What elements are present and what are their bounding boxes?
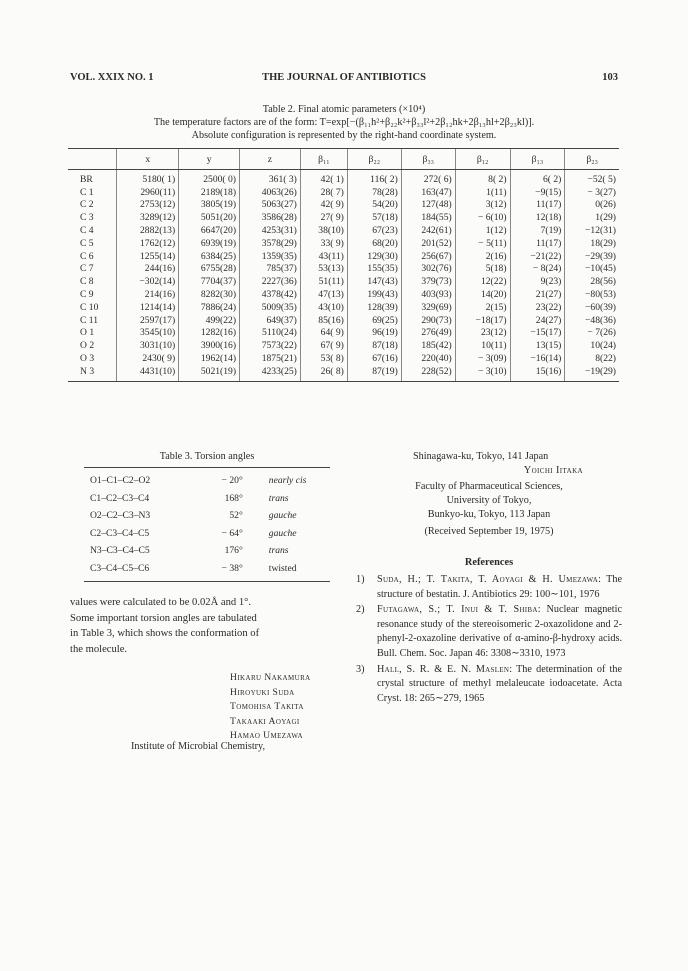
torsion-value: 52° <box>229 510 243 522</box>
table-cell: 1282(16) <box>179 327 240 340</box>
table-cell: 3545(10) <box>117 327 179 340</box>
reference-authors: Futagawa, S.; T. Inui & T. Shiba <box>377 604 538 616</box>
table-cell: 147(43) <box>347 275 401 288</box>
references-heading: References <box>464 557 514 568</box>
table-cell: 6( 2) <box>510 170 565 186</box>
table-cell: 7886(24) <box>179 301 240 314</box>
table-row <box>68 224 619 237</box>
table-cell: 96(19) <box>347 327 401 340</box>
table-cell: 64( 9) <box>300 327 347 340</box>
reference-authors: Suda, H.; T. Takita, T. Aoyagi & H. Umezawa <box>377 574 599 585</box>
table-cell: 3578(29) <box>240 237 301 250</box>
atom-label: C 4 <box>80 225 94 237</box>
table-cell: −302(14) <box>117 275 179 288</box>
table-cell: 85(16) <box>300 314 347 327</box>
table-cell: 53( 8) <box>300 352 347 365</box>
table-cell: 53(13) <box>300 263 347 276</box>
table-cell: 5051(20) <box>179 211 240 224</box>
paragraph-line: in Table 3, which shows the conformation of <box>70 628 260 639</box>
table-cell: 116( 2) <box>347 170 401 186</box>
table-cell: 8(22) <box>565 352 619 365</box>
table-cell: 78(28) <box>347 186 401 199</box>
atom-label: C 7 <box>80 263 94 275</box>
table-row <box>68 263 619 276</box>
table-cell: 244(16) <box>117 263 179 276</box>
table-cell: 18(29) <box>565 237 619 250</box>
table-cell: 4431(10) <box>117 365 179 381</box>
table-row <box>84 490 330 508</box>
reference-number: 2) <box>356 604 365 616</box>
column-header: z <box>240 149 301 170</box>
table-cell: 1875(21) <box>240 352 301 365</box>
column-header: β₁₃ <box>510 149 565 170</box>
body-paragraph <box>70 595 332 657</box>
table-cell: 361( 3) <box>240 170 301 186</box>
table-cell: −52( 5) <box>565 170 619 186</box>
table-cell: 1214(14) <box>117 301 179 314</box>
table-cell: 3805(19) <box>179 199 240 212</box>
torsion-description: nearly cis <box>268 475 307 487</box>
table-cell: 87(18) <box>347 339 401 352</box>
torsion-angles-table <box>84 467 330 582</box>
table-cell: 0(26) <box>565 199 619 212</box>
table-cell: 220(40) <box>401 352 455 365</box>
table-cell: 276(49) <box>401 327 455 340</box>
table-cell: 42( 1) <box>300 170 347 186</box>
table-cell: 23(12) <box>455 327 510 340</box>
reference-text: : Nuclear magnetic resonance study of the stereoisomeric 2-oxazolidone and 2-phenyl-2-oxazoline derivative of α-amino-β-hydroxy acids. Bull. Chem. Soc. Japan 46: 3308∼3310, 1973 <box>377 604 622 659</box>
table-row <box>68 339 619 352</box>
table-cell: 2597(17) <box>117 314 179 327</box>
table-cell: 256(67) <box>401 250 455 263</box>
table-cell: 42( 9) <box>300 199 347 212</box>
table-cell: 129(30) <box>347 250 401 263</box>
reference-text: : The determination of the crystal structure of methyl melaleucate iodoacetate. Acta Cryst. 18: 265∼279, 1965 <box>377 663 622 704</box>
column-header: y <box>179 149 240 170</box>
atom-label: C 11 <box>80 314 99 326</box>
torsion-description: gauche <box>268 527 297 539</box>
torsion-value: − 20° <box>221 475 243 487</box>
table-cell: 67(23) <box>347 224 401 237</box>
table-cell: 5021(19) <box>179 365 240 381</box>
table-row <box>84 525 330 543</box>
table-cell: 185(42) <box>401 339 455 352</box>
table-cell: 28( 7) <box>300 186 347 199</box>
column-header: β₁₁ <box>300 149 347 170</box>
table-cell: −48(36) <box>565 314 619 327</box>
table-cell: −16(14) <box>510 352 565 365</box>
table-cell: 5180( 1) <box>117 170 179 186</box>
table-cell: −29(39) <box>565 250 619 263</box>
table-cell: 38(10) <box>300 224 347 237</box>
table-cell: 3(12) <box>455 199 510 212</box>
table-row <box>68 314 619 327</box>
table-cell: 163(47) <box>401 186 455 199</box>
column-header: β₂₂ <box>347 149 401 170</box>
atom-label: C 8 <box>80 276 94 288</box>
table-row <box>68 250 619 263</box>
table-cell: 7704(37) <box>179 275 240 288</box>
table-cell: −12(31) <box>565 224 619 237</box>
reference-number: 3) <box>356 663 365 675</box>
author-name: Takaaki Aoyagi <box>230 715 300 727</box>
table-cell: 12(18) <box>510 211 565 224</box>
table-cell: 4378(42) <box>240 288 301 301</box>
column-header: β₃₃ <box>401 149 455 170</box>
reference-text: : The structure of bestatin. J. Antibiotics 29: 100∼101, 1976 <box>377 574 622 600</box>
author-name: Hamao Umezawa <box>230 730 304 741</box>
reference-item <box>356 603 622 661</box>
table-cell: 785(37) <box>240 263 301 276</box>
table-row <box>68 301 619 314</box>
page-number: 103 <box>602 72 618 83</box>
table-cell: 11(17) <box>510 237 565 250</box>
table-row <box>68 237 619 250</box>
atom-label: BR <box>80 173 93 185</box>
affiliation-line: Faculty of Pharmaceutical Sciences, <box>415 481 563 492</box>
table-cell: 8( 2) <box>455 170 510 186</box>
table-cell: 3900(16) <box>179 339 240 352</box>
table-cell: 128(39) <box>347 301 401 314</box>
table-cell: 5009(35) <box>240 301 301 314</box>
torsion-atoms: N3–C3–C4–C5 <box>90 545 150 557</box>
table-cell: 2430( 9) <box>117 352 179 365</box>
table-cell: 1359(35) <box>240 250 301 263</box>
author-name: Yoichi Iitaka <box>523 465 583 476</box>
table-row <box>68 288 619 301</box>
reference-item <box>356 573 622 602</box>
table-cell: 1(12) <box>455 224 510 237</box>
paragraph-line: the molecule. <box>70 643 128 655</box>
table-cell: 15(16) <box>510 365 565 381</box>
table-cell: 2882(13) <box>117 224 179 237</box>
paragraph-line: Some important torsion angles are tabulated <box>70 612 257 624</box>
table-cell: 329(69) <box>401 301 455 314</box>
table-cell: 302(76) <box>401 263 455 276</box>
table-cell: 499(22) <box>179 314 240 327</box>
institute-name: Institute of Microbial Chemistry, <box>131 741 266 752</box>
table-cell: 10(24) <box>565 339 619 352</box>
atom-label: C 1 <box>80 186 94 198</box>
table-cell: 199(43) <box>347 288 401 301</box>
table-cell: 27( 9) <box>300 211 347 224</box>
table-cell: 1962(14) <box>179 352 240 365</box>
torsion-atoms: C1–C2–C3–C4 <box>90 492 150 504</box>
table-cell: 7573(22) <box>240 339 301 352</box>
column-header: x <box>117 149 179 170</box>
table-cell: 43(10) <box>300 301 347 314</box>
table-cell: 8282(30) <box>179 288 240 301</box>
table-cell: 69(25) <box>347 314 401 327</box>
table-cell: 43(11) <box>300 250 347 263</box>
table-cell: 184(55) <box>401 211 455 224</box>
table2-caption: Table 2. Final atomic parameters (×10⁴) <box>262 104 426 115</box>
table-cell: 67( 9) <box>300 339 347 352</box>
table-cell: 6384(25) <box>179 250 240 263</box>
table-cell: 2500( 0) <box>179 170 240 186</box>
torsion-atoms: C3–C4–C5–C6 <box>90 562 150 574</box>
table-row <box>68 170 619 186</box>
address-line: Shinagawa-ku, Tokyo, 141 Japan <box>413 451 549 462</box>
table-cell: 54(20) <box>347 199 401 212</box>
table-cell: 214(16) <box>117 288 179 301</box>
table-cell: 5063(27) <box>240 199 301 212</box>
column-header: β₁₂ <box>455 149 510 170</box>
torsion-description: trans <box>268 545 289 557</box>
author-name: Hiroyuki Suda <box>230 686 295 698</box>
author-name: Hikaru Nakamura <box>230 672 311 683</box>
torsion-value: 168° <box>224 492 243 504</box>
table-cell: 5110(24) <box>240 327 301 340</box>
table-cell: 10(11) <box>455 339 510 352</box>
author-name: Tomohisa Takita <box>230 701 304 712</box>
atomic-parameters-table <box>68 148 619 382</box>
table-row <box>68 211 619 224</box>
journal-title: THE JOURNAL OF ANTIBIOTICS <box>262 72 426 83</box>
table-cell: 6755(28) <box>179 263 240 276</box>
table-cell: 51(11) <box>300 275 347 288</box>
table-cell: 11(17) <box>510 199 565 212</box>
table-cell: 24(27) <box>510 314 565 327</box>
atom-label: O 1 <box>80 327 95 339</box>
table-cell: −60(39) <box>565 301 619 314</box>
table-row <box>68 352 619 365</box>
table-header-row <box>68 149 619 170</box>
table-cell: − 3(09) <box>455 352 510 365</box>
table-cell: − 8(24) <box>510 263 565 276</box>
reference-number: 1) <box>356 574 365 585</box>
table-cell: − 3(10) <box>455 365 510 381</box>
table-row <box>68 365 619 381</box>
table-cell: 649(37) <box>240 314 301 327</box>
table-cell: 87(19) <box>347 365 401 381</box>
atom-label: C 10 <box>80 301 99 313</box>
torsion-atoms: O2–C2–C3–N3 <box>90 510 151 522</box>
table-row <box>68 275 619 288</box>
torsion-atoms: C2–C3–C4–C5 <box>90 527 150 539</box>
torsion-value: − 64° <box>221 527 243 539</box>
table-row <box>84 468 330 490</box>
table-row <box>68 199 619 212</box>
running-header <box>70 72 618 86</box>
table-cell: −10(45) <box>565 263 619 276</box>
table-cell: 4233(25) <box>240 365 301 381</box>
table-cell: 4063(26) <box>240 186 301 199</box>
table-cell: −9(15) <box>510 186 565 199</box>
table-cell: 14(20) <box>455 288 510 301</box>
table-cell: 1762(12) <box>117 237 179 250</box>
atom-label: C 3 <box>80 212 94 224</box>
table2-absolute-config: Absolute configuration is represented by the right-hand coordinate system. <box>191 130 497 141</box>
table-cell: 9(23) <box>510 275 565 288</box>
column-header: β₂₃ <box>565 149 619 170</box>
table2-formula: The temperature factors are of the form: T=exp[−(β₁₁h²+β₂₂k²+β₃₃l²+2β₁₂hk+2β₁₃hl+2β₂₃kl)]. <box>153 117 535 128</box>
table-cell: 21(27) <box>510 288 565 301</box>
table-cell: 28(56) <box>565 275 619 288</box>
table-cell: 127(48) <box>401 199 455 212</box>
table-cell: −21(22) <box>510 250 565 263</box>
affiliation <box>357 480 621 522</box>
table-cell: 2189(18) <box>179 186 240 199</box>
table-row <box>84 560 330 582</box>
reference-authors: Hall, S. R. & E. N. Maslen <box>377 663 510 675</box>
references-list <box>356 573 622 707</box>
torsion-atoms: O1–C1–C2–O2 <box>90 475 151 487</box>
table-cell: 228(52) <box>401 365 455 381</box>
table-row <box>68 186 619 199</box>
table-cell: 290(73) <box>401 314 455 327</box>
affiliation-line: University of Tokyo, <box>446 495 532 506</box>
table-cell: 272( 6) <box>401 170 455 186</box>
atom-label: C 9 <box>80 289 94 301</box>
table-cell: −15(17) <box>510 327 565 340</box>
table-cell: 12(22) <box>455 275 510 288</box>
table-cell: − 3(27) <box>565 186 619 199</box>
table-cell: − 5(11) <box>455 237 510 250</box>
affiliation-line: Bunkyo-ku, Tokyo, 113 Japan <box>427 509 551 520</box>
table-cell: 1(29) <box>565 211 619 224</box>
author-list <box>230 671 311 744</box>
table-cell: 47(13) <box>300 288 347 301</box>
table-cell: 379(73) <box>401 275 455 288</box>
table-cell: 68(20) <box>347 237 401 250</box>
table-cell: 242(61) <box>401 224 455 237</box>
table-cell: 2960(11) <box>117 186 179 199</box>
atom-label: C 2 <box>80 199 94 211</box>
torsion-description: twisted <box>268 562 297 574</box>
table-cell: 13(15) <box>510 339 565 352</box>
torsion-value: 176° <box>224 545 243 557</box>
paragraph-line: values were calculated to be 0.02Å and 1°. <box>70 597 252 608</box>
table-cell: 2753(12) <box>117 199 179 212</box>
table-cell: 26( 8) <box>300 365 347 381</box>
table-cell: −80(53) <box>565 288 619 301</box>
torsion-description: gauche <box>268 510 297 522</box>
table-cell: 3289(12) <box>117 211 179 224</box>
table-cell: 23(22) <box>510 301 565 314</box>
table-cell: 67(16) <box>347 352 401 365</box>
atom-label: N 3 <box>68 365 117 381</box>
table-row <box>84 507 330 525</box>
received-date: (Received September 19, 1975) <box>424 526 554 537</box>
torsion-description: trans <box>268 492 289 504</box>
table-cell: 6939(19) <box>179 237 240 250</box>
table-cell: 2(16) <box>455 250 510 263</box>
table-cell: −19(29) <box>565 365 619 381</box>
table-cell: 3031(10) <box>117 339 179 352</box>
atom-label: O 2 <box>80 340 95 352</box>
table-cell: 3586(28) <box>240 211 301 224</box>
table-cell: 1(11) <box>455 186 510 199</box>
table-cell: 7(19) <box>510 224 565 237</box>
volume-label: VOL. XXIX NO. 1 <box>70 72 154 83</box>
table-cell: 201(52) <box>401 237 455 250</box>
table-cell: 6647(20) <box>179 224 240 237</box>
table-cell: 403(93) <box>401 288 455 301</box>
table-cell: 4253(31) <box>240 224 301 237</box>
table-cell: 2227(36) <box>240 275 301 288</box>
atom-label: C 5 <box>80 237 94 249</box>
table-cell: 2(15) <box>455 301 510 314</box>
table-cell: − 7(26) <box>565 327 619 340</box>
table-cell: 155(35) <box>347 263 401 276</box>
column-header <box>68 149 117 170</box>
torsion-value: − 38° <box>221 562 243 574</box>
table3-caption: Table 3. Torsion angles <box>159 451 255 462</box>
table-cell: 57(18) <box>347 211 401 224</box>
table-cell: − 6(10) <box>455 211 510 224</box>
atom-label: O 3 <box>80 353 95 365</box>
table-row <box>84 542 330 560</box>
table-cell: 33( 9) <box>300 237 347 250</box>
table-cell: 5(18) <box>455 263 510 276</box>
reference-item <box>356 663 622 707</box>
table-cell: −18(17) <box>455 314 510 327</box>
table-row <box>68 327 619 340</box>
table-cell: 1255(14) <box>117 250 179 263</box>
atom-label: C 6 <box>80 250 94 262</box>
